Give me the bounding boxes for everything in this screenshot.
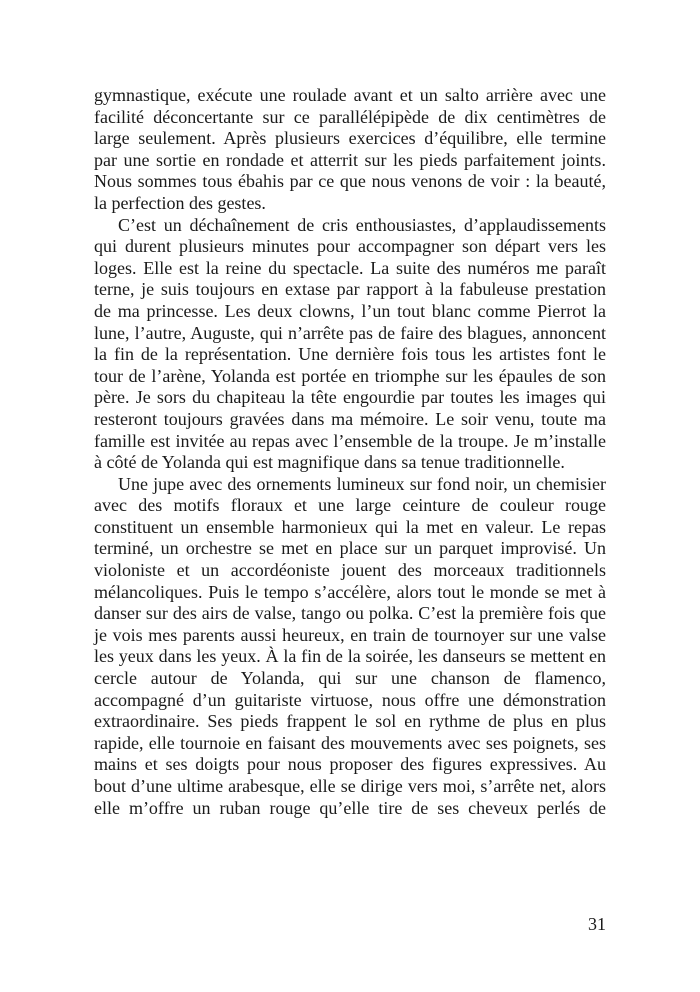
text-line: gymnastique, exécute une roulade avant et un salto arrière avec une — [94, 85, 606, 105]
text-line: par une sortie en rondade et atterrit sur les pieds parfaitement joints. — [94, 149, 606, 170]
text-line: mains et ses doigts pour nous proposer des figures expressives. Au — [94, 754, 607, 775]
text-line: Nous sommes tous ébahis par ce que nous venons de voir : la beauté, — [94, 171, 606, 192]
text-line: resteront toujours gravées dans ma mémoire. Le soir venu, toute ma — [94, 408, 606, 429]
text-line: père. Je sors du chapiteau la tête engourdie par toutes les images qui — [94, 387, 606, 408]
text-line: loges. Elle est la reine du spectacle. La suite des numéros me paraît — [94, 257, 606, 278]
text-line: constituent un ensemble harmonieux qui la met en valeur. Le repas — [94, 516, 606, 537]
text-line: à côté de Yolanda qui est magnifique dans sa tenue traditionnelle. — [94, 452, 565, 473]
text-line: extraordinaire. Ses pieds frappent le sol en rythme de plus en plus — [94, 711, 607, 732]
text-line: danser sur des airs de valse, tango ou polka. C’est la première fois que — [94, 603, 606, 624]
text-line: je vois mes parents aussi heureux, en train de tournoyer sur une valse — [94, 624, 607, 645]
text-line: facilité déconcertante sur ce parallélépipède de dix centimètres de — [94, 106, 606, 127]
text-line: qui durent plusieurs minutes pour accompagner son départ vers les — [94, 236, 606, 257]
text-line: mélancoliques. Puis le tempo s’accélère, alors tout le monde se met à — [94, 581, 606, 602]
body-text — [94, 85, 606, 819]
text-line: la fin de la représentation. Une dernière fois tous les artistes font le — [94, 344, 606, 365]
text-line: terminé, un orchestre se met en place sur un parquet improvisé. Un — [94, 538, 607, 559]
text-line: lune, l’autre, Auguste, qui n’arrête pas de faire des blagues, annoncent — [94, 322, 607, 343]
text-line: les yeux dans les yeux. À la fin de la soirée, les danseurs se mettent en — [94, 646, 606, 667]
text-line: famille est invitée au repas avec l’ensemble de la troupe. Je m’installe — [94, 430, 606, 451]
text-line: elle m’offre un ruban rouge qu’elle tire de ses cheveux perlés de — [94, 797, 607, 818]
text-line: cercle autour de Yolanda, qui sur une chanson de flamenco, — [94, 668, 607, 689]
text-line: violoniste et un accordéoniste jouent des morceaux traditionnels — [94, 560, 606, 581]
text-line: terne, je suis toujours en extase par rapport à la fabuleuse prestation — [94, 279, 607, 300]
text-line: la perfection des gestes. — [94, 192, 266, 213]
text-line: large seulement. Après plusieurs exercices d’équilibre, elle termine — [94, 128, 606, 149]
text-line: rapide, elle tournoie en faisant des mouvements avec ses poignets, ses — [94, 732, 606, 753]
text-line: avec des motifs floraux et une large ceinture de couleur rouge — [94, 495, 606, 516]
text-line: C’est un déchaînement de cris enthousiastes, d’applaudissements — [118, 214, 606, 235]
text-line: Une jupe avec des ornements lumineux sur fond noir, un chemisier — [118, 473, 606, 494]
text-line: de ma princesse. Les deux clowns, l’un tout blanc comme Pierrot la — [94, 300, 607, 321]
text-line: bout d’une ultime arabesque, elle se dirige vers moi, s’arrête net, alors — [94, 776, 606, 796]
text-line: accompagné d’un guitariste virtuose, nous offre une démonstration — [94, 689, 606, 710]
page-number: 31 — [588, 914, 606, 934]
text-line: tour de l’arène, Yolanda est portée en triomphe sur les épaules de son — [94, 365, 607, 386]
